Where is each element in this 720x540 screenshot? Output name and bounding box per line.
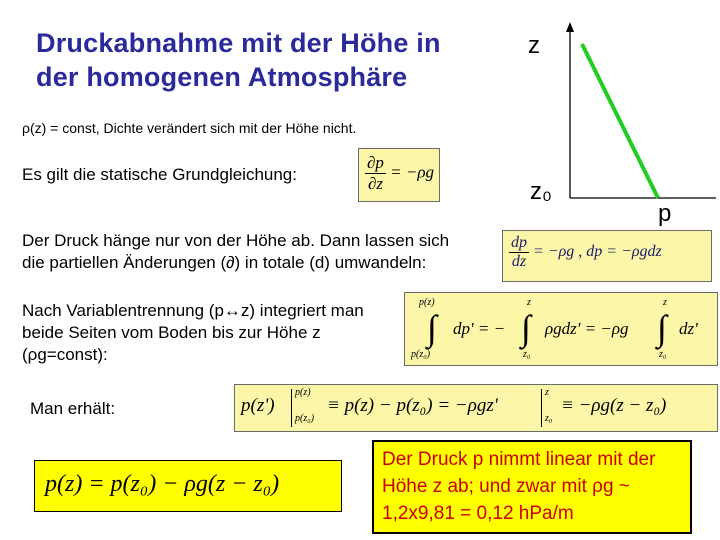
int2-integrand: ρgdz' = −ρg: [545, 319, 629, 338]
integral-equation: [404, 292, 718, 366]
dz-den: dz: [511, 253, 527, 270]
result-end: ≡ −ρg(z − z₀): [561, 395, 667, 416]
bar1-upper: p(z): [295, 387, 311, 398]
separation-text: Nach Variablentrennung (p↔z) integriert man beide Seiten vom Boden bis zur Höhe z (ρg=const):: [22, 301, 364, 364]
integral-sign-2: ∫: [521, 308, 531, 348]
int2-lower: z₀: [523, 349, 531, 360]
integral-sign-1: ∫: [427, 308, 437, 348]
result-mid: ≡ p(z) − p(z₀) = −ρgz': [327, 395, 498, 416]
total-rhs-2: dp = −ρgdz: [586, 243, 662, 261]
int1-lower: p(z₀): [411, 349, 431, 360]
static-equation-label: Es gilt die statische Grundgleichung:: [22, 165, 297, 184]
integral-sign-3: ∫: [657, 308, 667, 348]
page-title: [36, 26, 441, 94]
bar2-lower: z₀: [545, 413, 553, 424]
bar2-upper: z: [545, 387, 549, 398]
bar1-lower: p(z₀): [295, 413, 315, 424]
result-lhs: p(z'): [241, 395, 275, 416]
final-equation-box: [34, 460, 342, 512]
int3-upper: z: [663, 297, 667, 308]
int3-integrand: dz': [679, 319, 698, 338]
final-equation: p(z) = p(z₀) − ρg(z − z₀): [45, 471, 280, 497]
p-axis-label: p: [658, 200, 672, 227]
dp-num: dp: [511, 234, 527, 251]
z-axis-arrow: [566, 22, 574, 32]
result-label: Man erhält:: [30, 399, 116, 418]
pressure-line: [582, 44, 658, 198]
density-note: ρ(z) = const, Dichte verändert sich mit der Höhe nicht.: [22, 120, 357, 136]
title-line-1: Druckabnahme mit der Höhe in: [36, 28, 441, 58]
z-axis-label: z: [528, 32, 540, 59]
eval-bar-2: [541, 389, 542, 427]
total-rhs-1: = −ρg ,: [533, 243, 583, 261]
z0-axis-label: z₀: [530, 178, 552, 205]
partial-z: ∂z: [367, 174, 383, 193]
int3-lower: z₀: [659, 349, 667, 360]
partial-p: ∂p: [367, 153, 384, 172]
result-equation: [234, 384, 718, 432]
int1-integrand: dp' = −: [453, 319, 506, 338]
int2-upper: z: [527, 297, 531, 308]
eval-bar-1: [291, 389, 292, 427]
int1-upper: p(z): [419, 297, 435, 308]
conclusion-box: Der Druck p nimmt linear mit der Höhe z ab; und zwar mit ρg ~ 1,2x9,81 = 0,12 hPa/m: [372, 440, 692, 534]
title-line-2: der homogenen Atmosphäre: [36, 62, 408, 92]
static-rhs: = −ρg: [390, 162, 435, 182]
total-derivative-text: Der Druck hänge nur von der Höhe ab. Dann lassen sich die partiellen Änderungen (∂) in totale (d) umwandeln:: [22, 231, 450, 272]
total-derivative-equation: [502, 230, 712, 282]
static-equation: [358, 148, 440, 202]
